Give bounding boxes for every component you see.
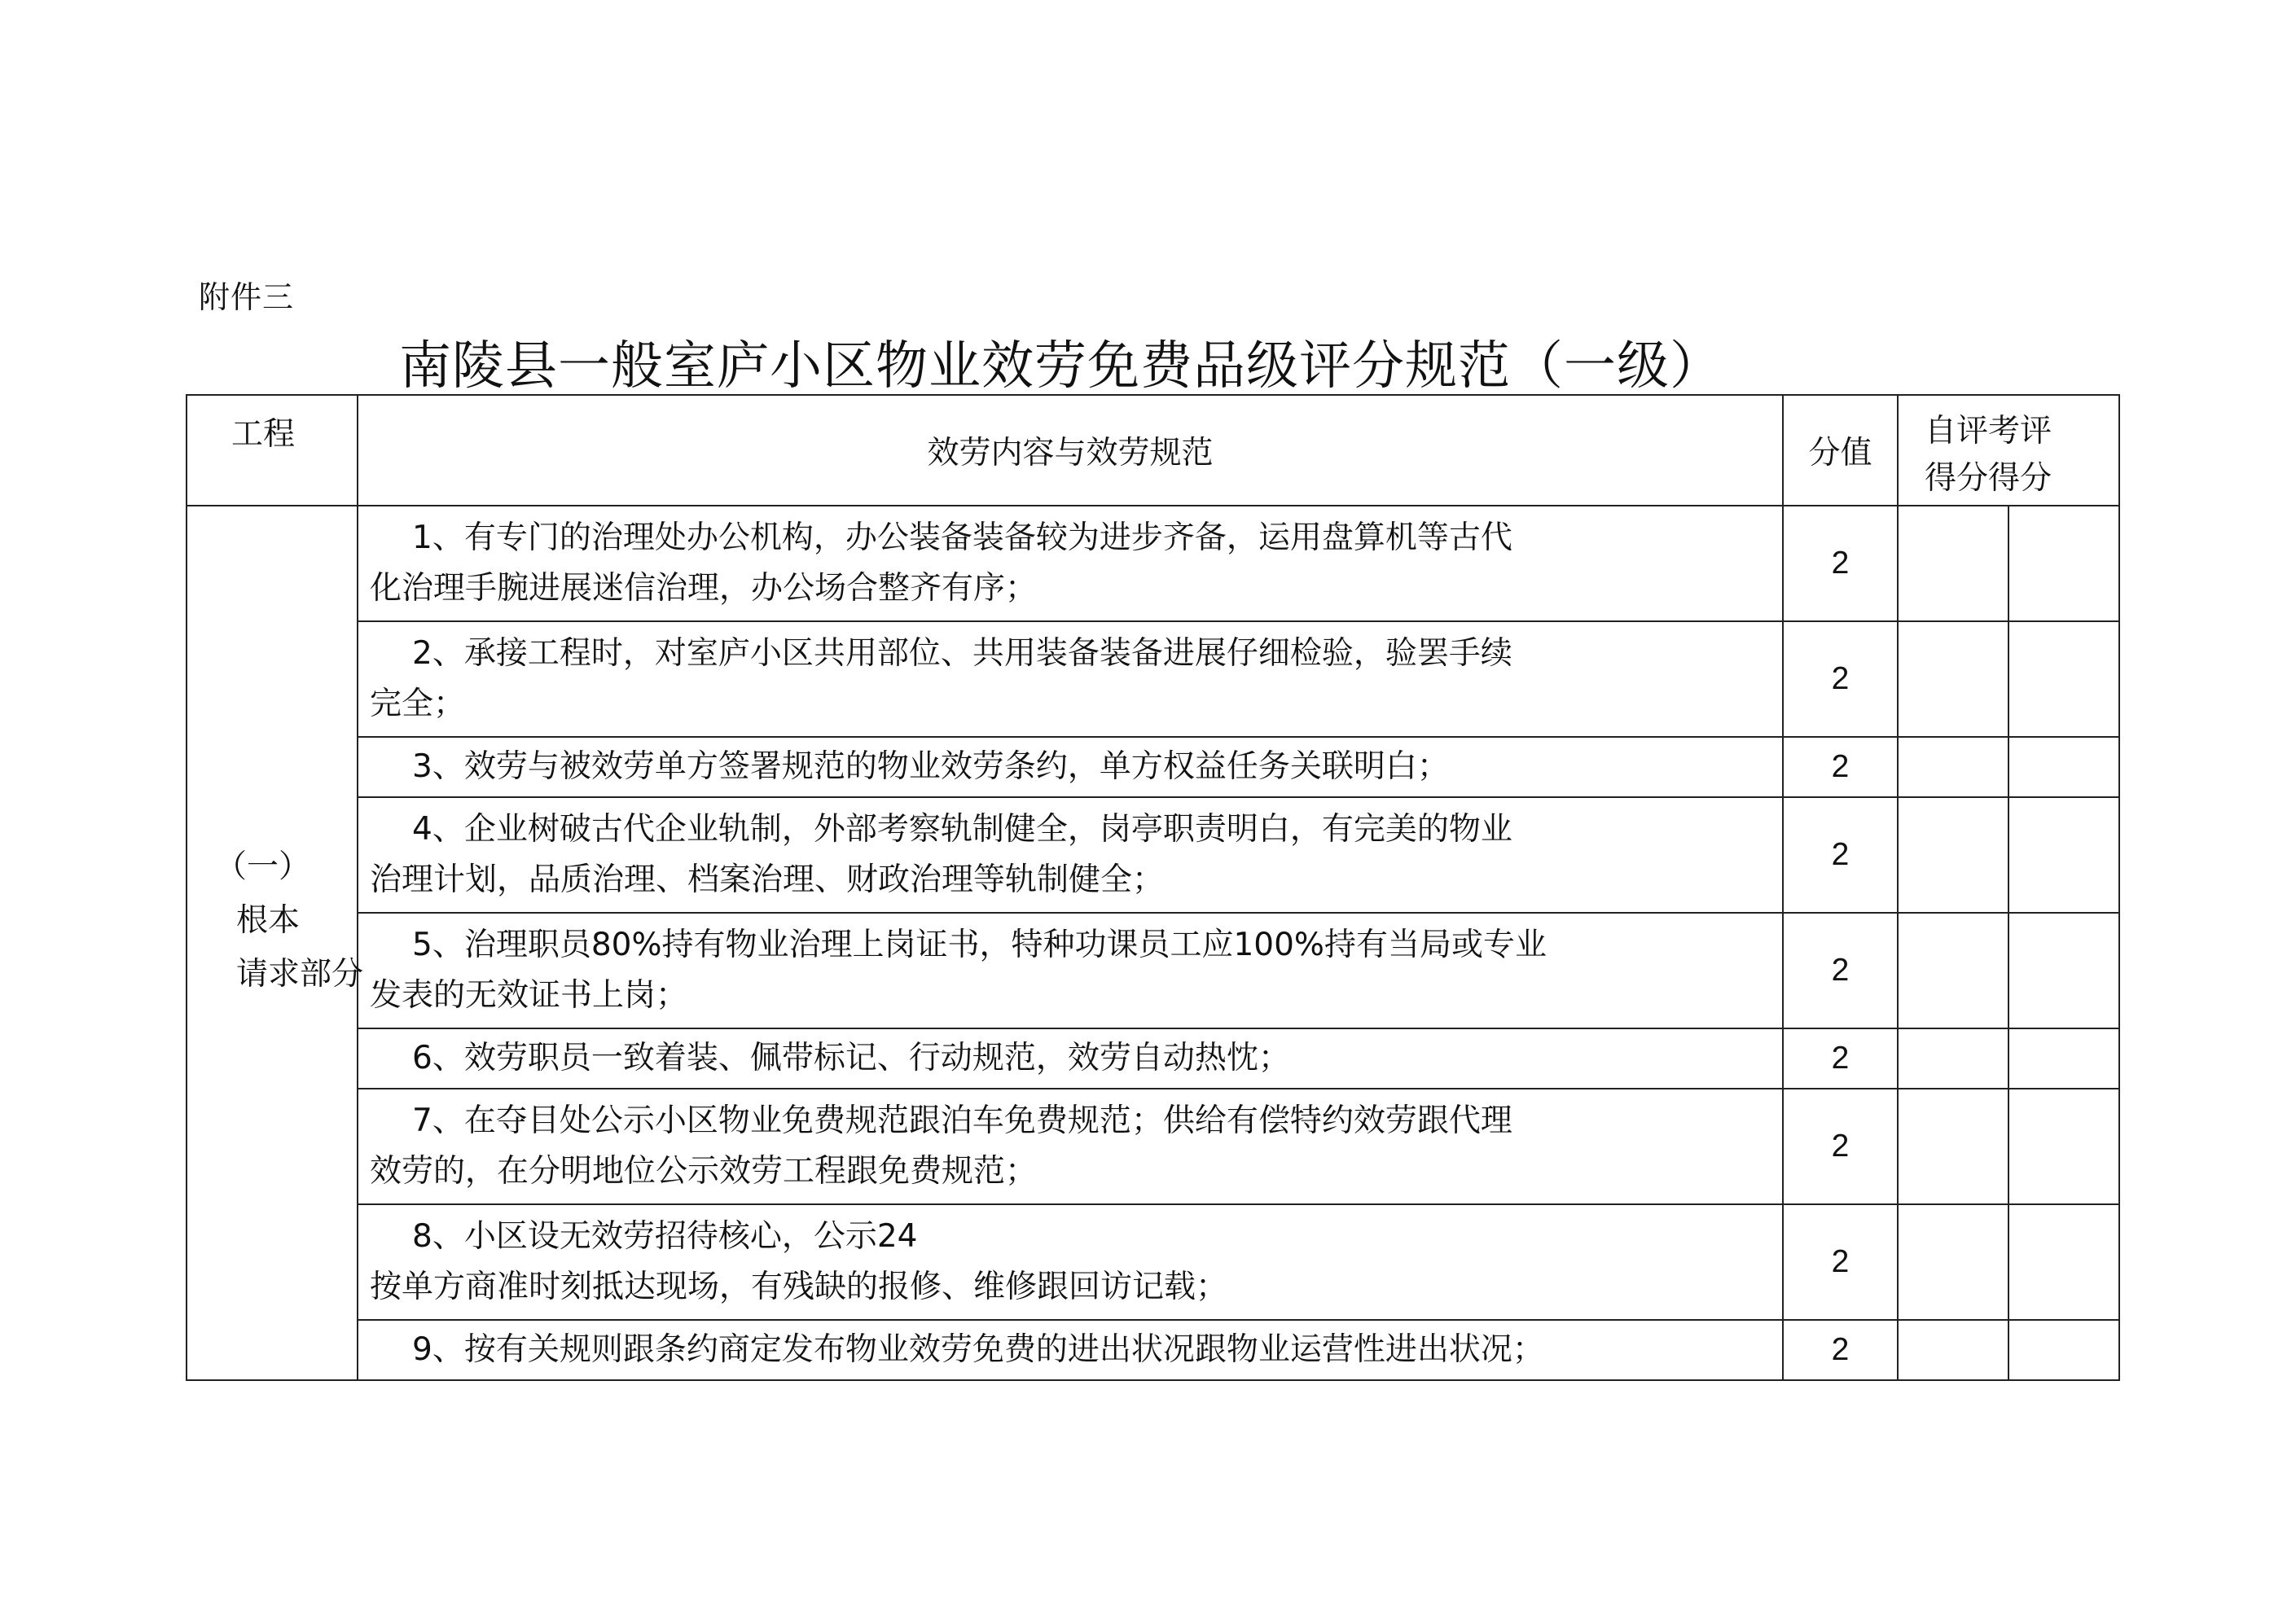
item-score: 2 xyxy=(1783,506,1898,621)
self-eval-cell[interactable] xyxy=(1898,1089,2008,1204)
table-row xyxy=(187,797,2119,913)
exam-eval-cell[interactable] xyxy=(2008,797,2119,913)
item-content: 5、治理职员80%持有物业治理上岗证书，特种功课员工应100%持有当局或专业 发表的无效证书上岗； xyxy=(358,913,1783,1028)
item-content: 1、有专门的治理处办公机构，办公装备装备较为进步齐备，运用盘算机等古代 化治理手腕进展迷信治理，办公场合整齐有序； xyxy=(358,506,1783,621)
table-row xyxy=(187,621,2119,737)
item-score: 2 xyxy=(1783,1089,1898,1204)
item-content: 8、小区设无效劳招待核心，公示24 按单方商准时刻抵达现场，有残缺的报修、维修跟回访记载； xyxy=(358,1204,1783,1320)
item-content: 4、企业树破古代企业轨制，外部考察轨制健全，岗亭职责明白，有完美的物业 治理计划，品质治理、档案治理、财政治理等轨制健全； xyxy=(358,797,1783,913)
exam-eval-cell[interactable] xyxy=(2008,1320,2119,1380)
header-project: 工程 xyxy=(187,395,358,506)
item-content: 9、按有关规则跟条约商定发布物业效劳免费的进出状况跟物业运营性进出状况； xyxy=(358,1320,1783,1380)
table-row xyxy=(187,506,2119,621)
item-score: 2 xyxy=(1783,621,1898,737)
item-content: 3、效劳与被效劳单方签署规范的物业效劳条约，单方权益任务关联明白； xyxy=(358,737,1783,797)
item-score: 2 xyxy=(1783,1320,1898,1380)
self-eval-cell[interactable] xyxy=(1898,1028,2008,1089)
table-header-row xyxy=(187,395,2119,506)
item-score: 2 xyxy=(1783,1028,1898,1089)
header-eval-line1: 自评考评 xyxy=(1925,413,2052,449)
exam-eval-cell[interactable] xyxy=(2008,506,2119,621)
section-label: （一） 根本 请求部分 xyxy=(215,848,364,993)
self-eval-cell[interactable] xyxy=(1898,1204,2008,1320)
item-content: 2、承接工程时，对室庐小区共用部位、共用装备装备进展仔细检验，验罢手续 完全； xyxy=(358,621,1783,737)
self-eval-cell[interactable] xyxy=(1898,621,2008,737)
item-score: 2 xyxy=(1783,913,1898,1028)
table-row xyxy=(187,1028,2119,1089)
header-content: 效劳内容与效劳规范 xyxy=(358,395,1783,506)
header-evaluation xyxy=(1898,395,2119,506)
exam-eval-cell[interactable] xyxy=(2008,913,2119,1028)
exam-eval-cell[interactable] xyxy=(2008,1204,2119,1320)
item-score: 2 xyxy=(1783,797,1898,913)
document-title: 南陵县一般室庐小区物业效劳免费品级评分规范（一级） xyxy=(399,336,1723,397)
self-eval-cell[interactable] xyxy=(1898,506,2008,621)
attachment-label: 附件三 xyxy=(199,279,295,315)
exam-eval-cell[interactable] xyxy=(2008,1028,2119,1089)
self-eval-cell[interactable] xyxy=(1898,913,2008,1028)
table-row xyxy=(187,737,2119,797)
self-eval-cell[interactable] xyxy=(1898,797,2008,913)
self-eval-cell[interactable] xyxy=(1898,1320,2008,1380)
exam-eval-cell[interactable] xyxy=(2008,621,2119,737)
item-score: 2 xyxy=(1783,1204,1898,1320)
table-row xyxy=(187,913,2119,1028)
exam-eval-cell[interactable] xyxy=(2008,737,2119,797)
scoring-table xyxy=(186,394,2120,1381)
self-eval-cell[interactable] xyxy=(1898,737,2008,797)
table-row xyxy=(187,1204,2119,1320)
item-content: 7、在夺目处公示小区物业免费规范跟泊车免费规范；供给有偿特约效劳跟代理 效劳的，在分明地位公示效劳工程跟免费规范； xyxy=(358,1089,1783,1204)
header-score: 分值 xyxy=(1783,395,1898,506)
table-row xyxy=(187,1089,2119,1204)
item-content: 6、效劳职员一致着装、佩带标记、行动规范，效劳自动热忱； xyxy=(358,1028,1783,1089)
table-row xyxy=(187,1320,2119,1380)
section-cell xyxy=(187,506,364,1380)
item-score: 2 xyxy=(1783,737,1898,797)
header-eval-line2: 得分得分 xyxy=(1925,460,2052,497)
exam-eval-cell[interactable] xyxy=(2008,1089,2119,1204)
